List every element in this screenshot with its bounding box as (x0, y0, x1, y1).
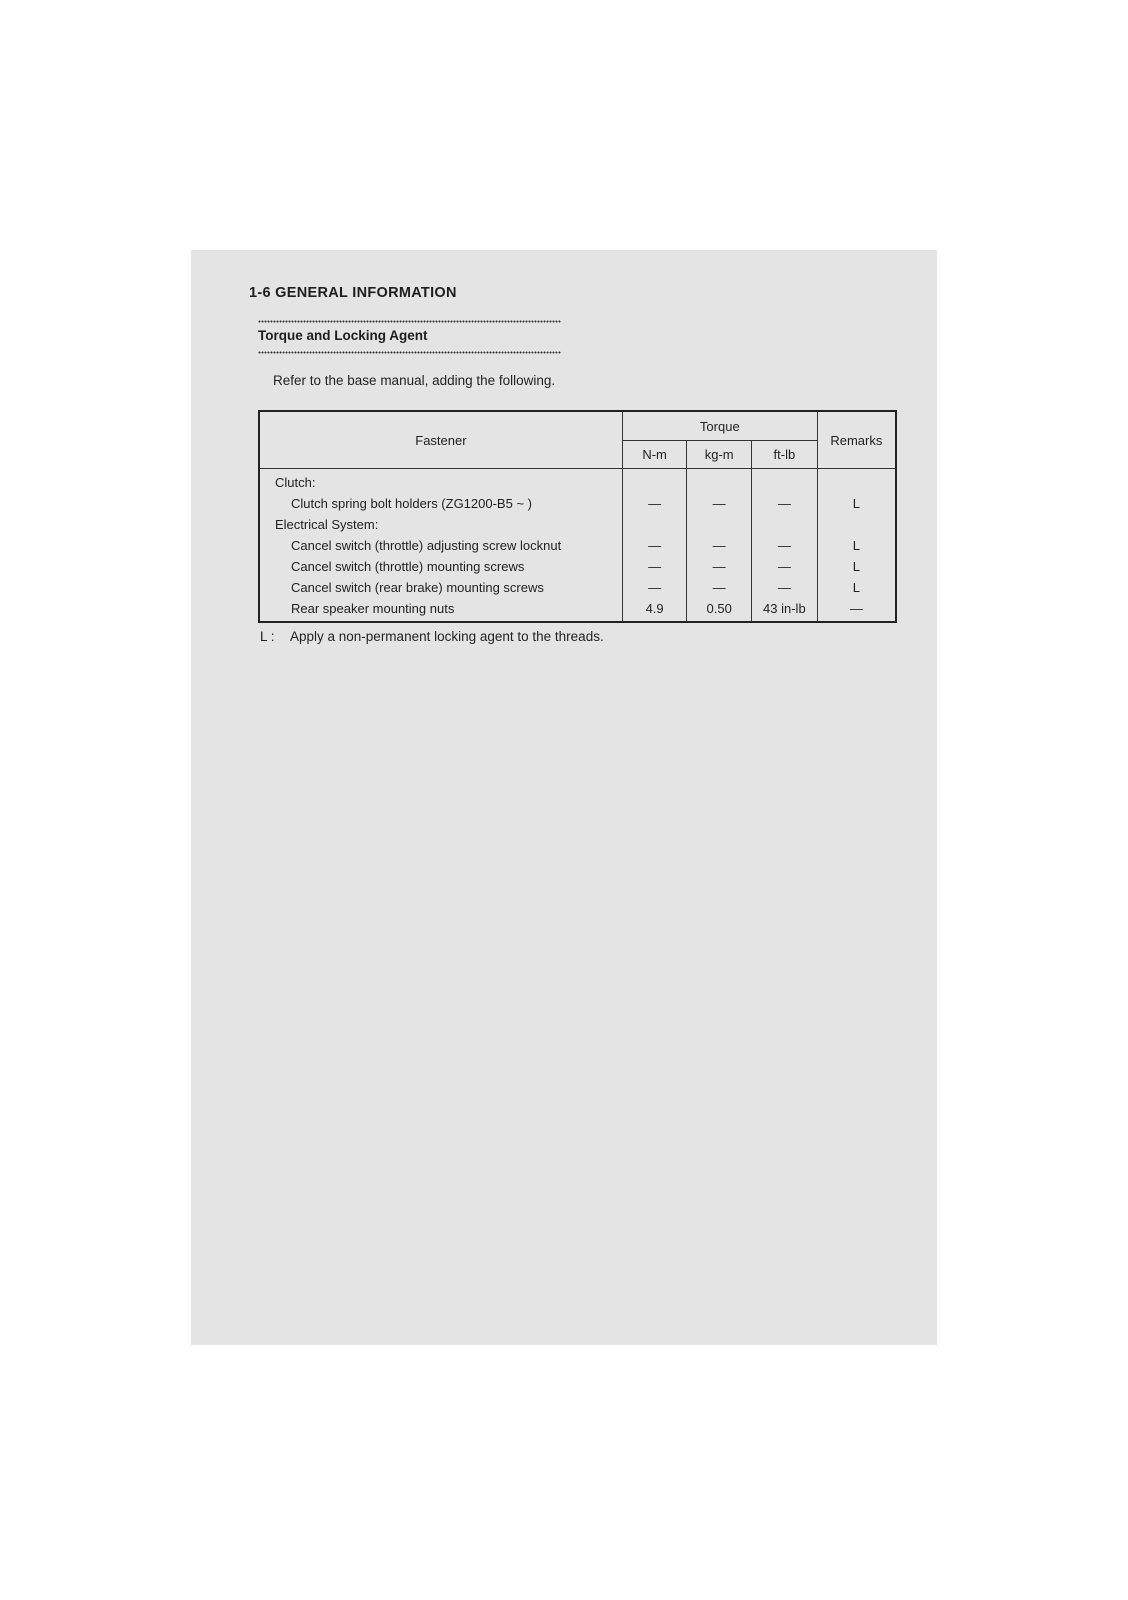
unit-header-kgm: kg-m (687, 441, 752, 469)
table-row (259, 535, 896, 556)
unit-header-ftlb: ft-lb (751, 441, 817, 469)
torque-header: Torque (622, 411, 817, 441)
remarks-value: L (817, 556, 896, 577)
fastener-name: Cancel switch (throttle) adjusting screw locknut (291, 538, 562, 553)
kgm-value: — (687, 493, 752, 514)
kgm-value: — (687, 577, 752, 598)
kgm-value: — (687, 535, 752, 556)
ftlb-value: — (751, 556, 817, 577)
nm-value: 4.9 (622, 598, 687, 622)
dotted-rule-bottom (258, 351, 561, 354)
category-label: Clutch: (275, 475, 316, 490)
footnote (260, 629, 604, 644)
nm-value: — (622, 577, 687, 598)
intro-text: Refer to the base manual, adding the following. (273, 373, 556, 388)
kgm-value: 0.50 (687, 598, 752, 622)
table-row-category (259, 514, 896, 535)
fastener-header: Fastener (259, 411, 622, 469)
remarks-header: Remarks (817, 411, 896, 469)
ftlb-value: — (751, 535, 817, 556)
table-row (259, 598, 896, 622)
ftlb-value: — (751, 493, 817, 514)
ftlb-value: — (751, 577, 817, 598)
fastener-name: Cancel switch (throttle) mounting screws (291, 559, 525, 574)
table-row (259, 556, 896, 577)
remarks-value: L (817, 535, 896, 556)
ftlb-value: 43 in-lb (751, 598, 817, 622)
remarks-value: L (817, 577, 896, 598)
fastener-name: Rear speaker mounting nuts (291, 601, 455, 616)
torque-table (258, 410, 897, 623)
subsection-title: Torque and Locking Agent (258, 328, 428, 343)
remarks-value: — (817, 598, 896, 622)
footnote-key: L : (260, 629, 275, 644)
nm-value: — (622, 535, 687, 556)
fastener-name: Cancel switch (rear brake) mounting screws (291, 580, 544, 595)
nm-value: — (622, 493, 687, 514)
footnote-text: Apply a non-permanent locking agent to the threads. (290, 629, 604, 644)
table-row-category (259, 469, 896, 494)
table-row (259, 577, 896, 598)
section-heading: 1-6 GENERAL INFORMATION (249, 285, 457, 301)
unit-header-nm: N-m (622, 441, 687, 469)
table-row (259, 493, 896, 514)
nm-value: — (622, 556, 687, 577)
category-label: Electrical System: (275, 517, 379, 532)
kgm-value: — (687, 556, 752, 577)
fastener-name: Clutch spring bolt holders (ZG1200-B5 ~ ) (291, 496, 532, 511)
dotted-rule-top (258, 320, 561, 323)
remarks-value: L (817, 493, 896, 514)
